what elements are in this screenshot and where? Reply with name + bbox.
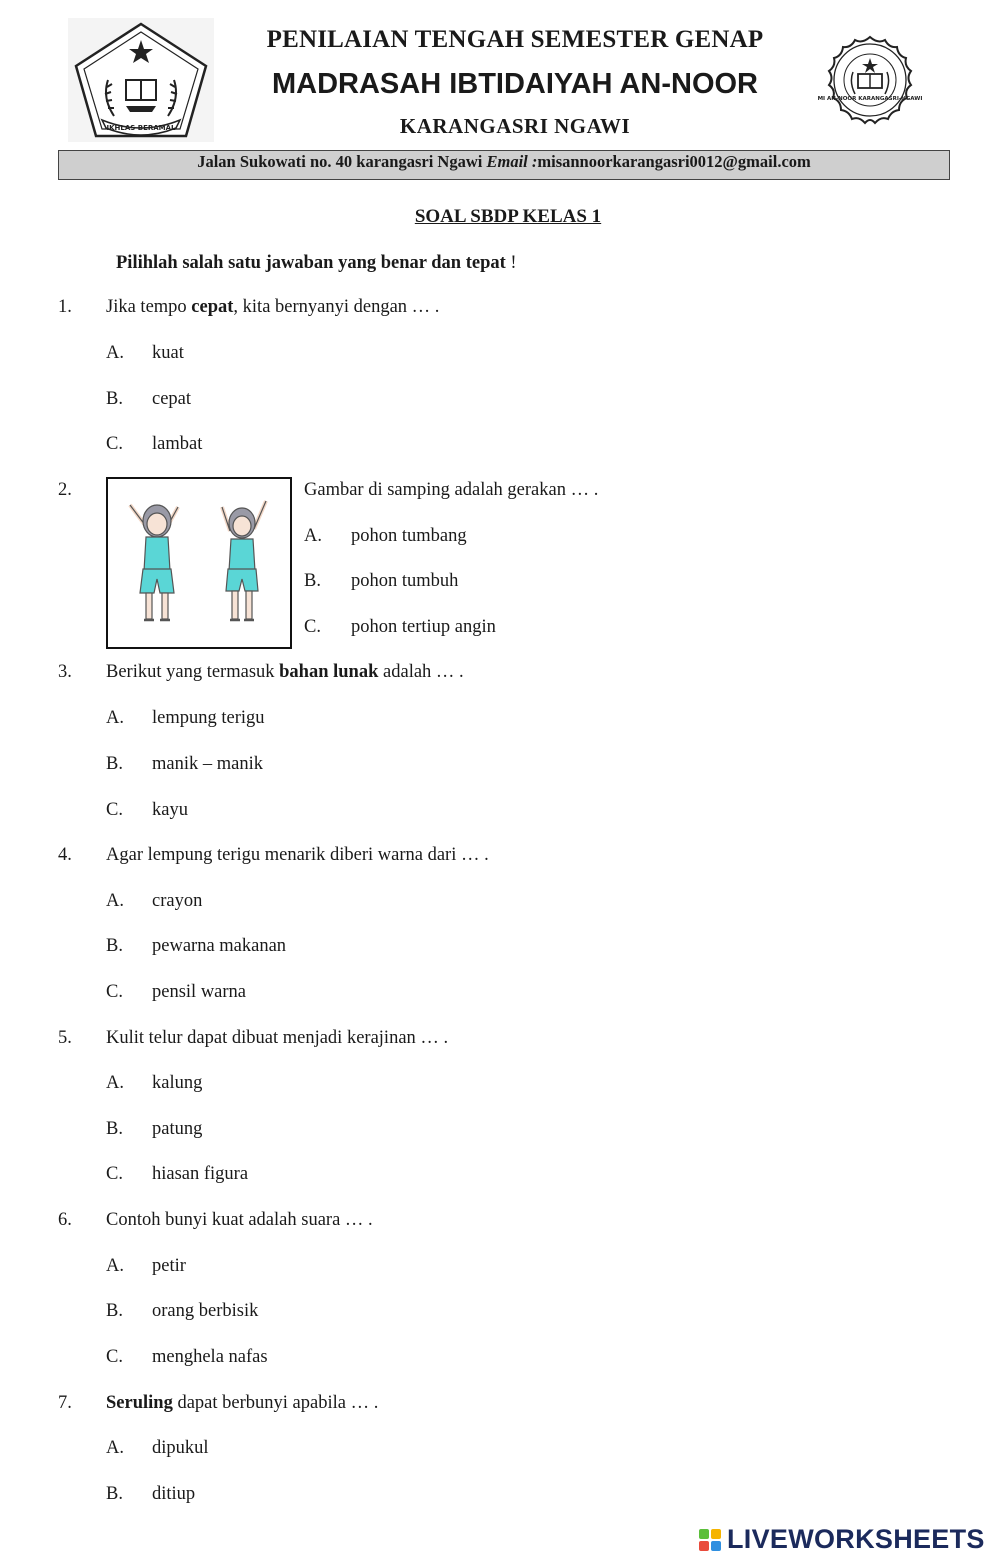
email-address: misannoorkarangasri0012@gmail.com [537, 152, 811, 171]
instruction-bold: Pilihlah salah satu jawaban yang benar dan tepat [116, 253, 506, 273]
q1-option-b-letter[interactable]: B. [106, 389, 123, 409]
question-2-text: Gambar di samping adalah gerakan … . [304, 480, 599, 500]
instruction-end: ! [505, 253, 517, 273]
q2-option-a[interactable]: pohon tumbang [351, 526, 467, 546]
question-7-number: 7. [58, 1393, 72, 1413]
logo-right-caption: MI AN-NOOR KARANGASRI-NGAWI [817, 96, 923, 102]
q4-option-c[interactable]: pensil warna [152, 982, 247, 1002]
q2-option-b-letter[interactable]: B. [304, 571, 321, 591]
q5-option-b-letter[interactable]: B. [106, 1119, 123, 1139]
q6-option-a-letter[interactable]: A. [106, 1256, 124, 1276]
q1-option-c[interactable]: lambat [152, 434, 203, 454]
q3-text-pre: Berikut yang termasuk [106, 662, 280, 682]
q3-text-bold: bahan lunak [279, 662, 379, 682]
q1-option-a[interactable]: kuat [152, 343, 184, 363]
q1-option-c-letter[interactable]: C. [106, 434, 123, 454]
q7-option-b-letter[interactable]: B. [106, 1484, 123, 1504]
question-7-text [106, 1393, 378, 1414]
q1-text-bold: cepat [191, 297, 234, 317]
header-title-line1: PENILAIAN TENGAH SEMESTER GENAP [266, 26, 764, 53]
question-2-number: 2. [58, 480, 72, 500]
q1-option-a-letter[interactable]: A. [106, 343, 124, 363]
q7-text-bold: Seruling [106, 1393, 173, 1413]
q6-option-c-letter[interactable]: C. [106, 1347, 123, 1367]
q4-option-b[interactable]: pewarna makanan [152, 936, 287, 956]
q5-option-c-letter[interactable]: C. [106, 1164, 123, 1184]
question-5-text: Kulit telur dapat dibuat menjadi kerajinan … . [106, 1028, 449, 1048]
q3-option-c[interactable]: kayu [152, 800, 188, 820]
question-6-text: Contoh bunyi kuat adalah suara … . [106, 1210, 373, 1230]
q4-option-b-letter[interactable]: B. [106, 936, 123, 956]
q7-option-a[interactable]: dipukul [152, 1438, 209, 1458]
q2-option-b[interactable]: pohon tumbuh [351, 571, 459, 591]
q3-option-b[interactable]: manik – manik [152, 754, 263, 774]
question-1-text [106, 297, 439, 318]
q2-option-a-letter[interactable]: A. [304, 526, 322, 546]
q5-option-a-letter[interactable]: A. [106, 1073, 124, 1093]
question-3-text [106, 662, 464, 683]
q4-option-a-letter[interactable]: A. [106, 891, 124, 911]
liveworksheets-icon [698, 1528, 722, 1552]
school-name: MADRASAH IBTIDAIYAH AN-NOOR [271, 68, 759, 100]
question-6-number: 6. [58, 1210, 72, 1230]
document-title: SOAL SBDP KELAS 1 [414, 206, 602, 227]
school-seal-logo [815, 24, 925, 138]
address-bar [58, 150, 950, 180]
q7-option-b[interactable]: ditiup [152, 1484, 196, 1504]
q2-option-c[interactable]: pohon tertiup angin [351, 617, 496, 637]
q3-option-a-letter[interactable]: A. [106, 708, 124, 728]
q3-text-post: adalah … . [378, 662, 464, 682]
q6-option-b[interactable]: orang berbisik [152, 1301, 259, 1321]
question-5-number: 5. [58, 1028, 72, 1048]
q4-option-c-letter[interactable]: C. [106, 982, 123, 1002]
q2-option-c-letter[interactable]: C. [304, 617, 321, 637]
address-text: Jalan Sukowati no. 40 karangasri Ngawi [197, 152, 487, 171]
question-2-picture [106, 477, 292, 649]
q3-option-b-letter[interactable]: B. [106, 754, 123, 774]
question-4-number: 4. [58, 845, 72, 865]
q5-option-a[interactable]: kalung [152, 1073, 203, 1093]
q3-option-c-letter[interactable]: C. [106, 800, 123, 820]
q5-option-c[interactable]: hiasan figura [152, 1164, 249, 1184]
email-label: Email : [486, 152, 538, 171]
logo-left-motto: IKHLAS BERAMAL [106, 124, 176, 132]
q1-option-b[interactable]: cepat [152, 389, 192, 409]
q3-option-a[interactable]: lempung terigu [152, 708, 265, 728]
q6-option-c[interactable]: menghela nafas [152, 1347, 268, 1367]
liveworksheets-brand[interactable]: LIVEWORKSHEETS [727, 1524, 985, 1554]
q6-option-a[interactable]: petir [152, 1256, 186, 1276]
children-stretching-illustration [108, 479, 290, 647]
q7-text-post: dapat berbunyi apabila … . [172, 1393, 379, 1413]
question-1-number: 1. [58, 297, 72, 317]
q1-text-pre: Jika tempo [106, 297, 192, 317]
q6-option-b-letter[interactable]: B. [106, 1301, 123, 1321]
q5-option-b[interactable]: patung [152, 1119, 203, 1139]
school-location: KARANGASRI NGAWI [399, 114, 631, 138]
instruction [116, 253, 517, 274]
question-4-text: Agar lempung terigu menarik diberi warna dari … . [106, 845, 489, 865]
q4-option-a[interactable]: crayon [152, 891, 203, 911]
q1-text-post: , kita bernyanyi dengan … . [233, 297, 440, 317]
q7-option-a-letter[interactable]: A. [106, 1438, 124, 1458]
question-3-number: 3. [58, 662, 72, 682]
